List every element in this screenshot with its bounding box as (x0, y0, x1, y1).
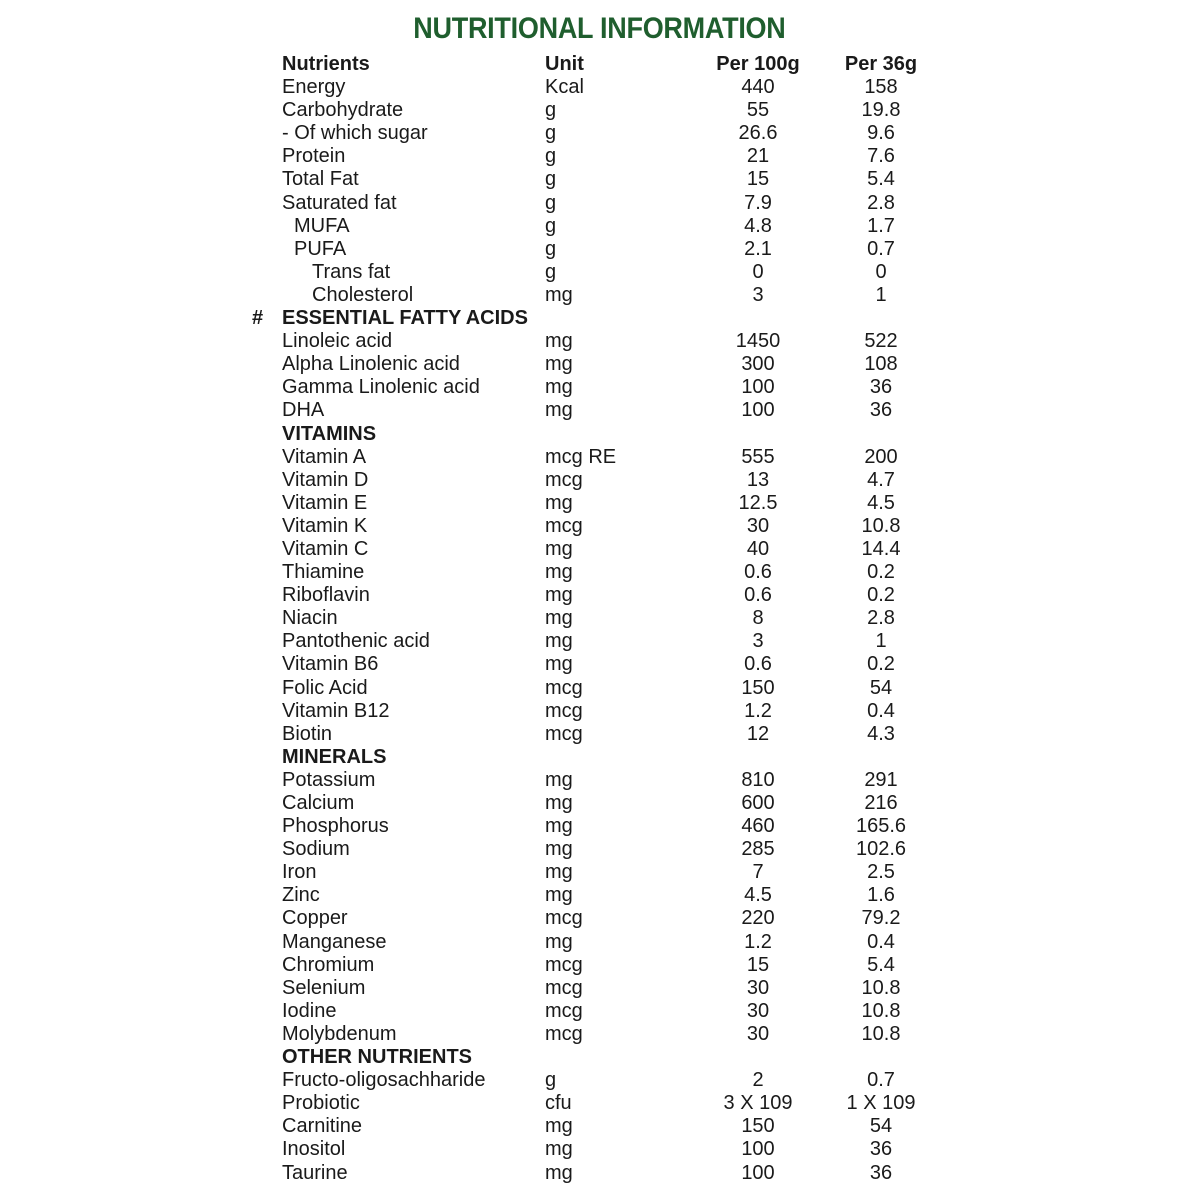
nutrient-name: Selenium (282, 976, 366, 999)
nutrient-name: Inositol (282, 1138, 346, 1161)
nutrient-name: Vitamin C (282, 537, 369, 560)
nutrient-name: MUFA (294, 214, 350, 237)
nutrient-unit: g (545, 191, 557, 214)
nutrient-unit: mcg (545, 676, 583, 699)
nutrient-unit: g (545, 237, 557, 260)
nutrient-unit: mg (545, 1138, 573, 1161)
nutrient-name: PUFA (294, 237, 347, 260)
nutrient-unit: Kcal (545, 76, 584, 99)
nutrient-unit: g (545, 1069, 557, 1092)
value-per-100g: 100 (741, 399, 775, 422)
nutrient-name: Energy (282, 76, 346, 99)
table-row (0, 538, 1200, 561)
nutrient-unit: g (545, 214, 557, 237)
value-per-100g: 0.6 (744, 561, 772, 584)
nutrient-unit: mg (545, 283, 573, 306)
value-per-100g: 460 (741, 815, 775, 838)
nutrient-name: Thiamine (282, 561, 365, 584)
value-per-100g: 100 (741, 376, 775, 399)
value-per-36g: 10.8 (861, 976, 901, 999)
nutrient-name: Riboflavin (282, 584, 370, 607)
value-per-36g: 2.8 (867, 607, 895, 630)
value-per-36g: 0.4 (867, 699, 895, 722)
nutrient-unit: mg (545, 537, 573, 560)
value-per-100g: 810 (741, 768, 775, 791)
value-per-100g: 7.9 (744, 191, 772, 214)
nutrient-name: Folic Acid (282, 676, 368, 699)
table-row (0, 792, 1200, 815)
column-header-nutrients: Nutrients (282, 53, 370, 75)
nutrient-unit: mg (545, 561, 573, 584)
table-row (0, 284, 1200, 307)
nutrient-name: Calcium (282, 792, 355, 814)
value-per-36g: 1 (875, 630, 887, 653)
nutrient-unit: g (545, 145, 557, 168)
value-per-36g: 1 X 109 (846, 1092, 916, 1115)
section-title: VITAMINS (282, 422, 377, 445)
nutrient-unit: mg (545, 815, 573, 838)
value-per-36g: 1.6 (867, 884, 895, 907)
value-per-100g: 600 (741, 792, 775, 814)
value-per-36g: 158 (864, 76, 898, 99)
value-per-100g: 1450 (735, 330, 781, 353)
value-per-36g: 4.7 (867, 468, 895, 491)
nutrient-unit: mcg (545, 468, 583, 491)
nutrient-unit: mg (545, 792, 573, 814)
value-per-100g: 4.5 (744, 884, 772, 907)
value-per-100g: 55 (746, 99, 770, 122)
value-per-36g: 36 (869, 1138, 893, 1161)
value-per-36g: 0.2 (867, 584, 895, 607)
table-row (0, 469, 1200, 492)
value-per-36g: 10.8 (861, 999, 901, 1022)
nutrient-unit: g (545, 122, 557, 145)
table-row (0, 815, 1200, 838)
table-row (0, 723, 1200, 746)
value-per-100g: 100 (741, 1138, 775, 1161)
nutrient-name: Alpha Linolenic acid (282, 353, 460, 376)
value-per-36g: 0.2 (867, 653, 895, 676)
nutrient-name: Molybdenum (282, 1022, 397, 1045)
value-per-36g: 0.2 (867, 561, 895, 584)
nutrient-name: Protein (282, 145, 346, 168)
nutrient-unit: mcg (545, 699, 583, 722)
nutrient-unit: mg (545, 653, 573, 676)
value-per-36g: 36 (869, 1161, 893, 1184)
value-per-36g: 10.8 (861, 514, 901, 537)
value-per-100g: 3 X 109 (723, 1092, 793, 1115)
value-per-100g: 30 (746, 514, 770, 537)
nutrient-name: Zinc (282, 884, 320, 907)
section-title: ESSENTIAL FATTY ACIDS (282, 307, 528, 330)
table-row (0, 954, 1200, 977)
value-per-100g: 440 (741, 76, 775, 99)
nutrient-name: Carbohydrate (282, 99, 404, 122)
nutrient-unit: mcg (545, 999, 583, 1022)
value-per-100g: 30 (746, 976, 770, 999)
value-per-36g: 36 (869, 376, 893, 399)
section-header-row (0, 307, 1200, 330)
value-per-100g: 3 (752, 630, 764, 653)
table-row (0, 1023, 1200, 1046)
nutrient-unit: mg (545, 330, 573, 353)
table-row (0, 584, 1200, 607)
table-row (0, 907, 1200, 930)
table-row (0, 931, 1200, 954)
value-per-100g: 1.2 (744, 699, 772, 722)
nutrient-unit: mcg (545, 1022, 583, 1045)
value-per-100g: 1.2 (744, 930, 772, 953)
value-per-100g: 12 (746, 722, 770, 745)
table-row (0, 145, 1200, 168)
table-row (0, 215, 1200, 238)
nutrient-name: Vitamin K (282, 514, 368, 537)
nutrient-name: Copper (282, 907, 348, 930)
nutrient-unit: mg (545, 491, 573, 514)
value-per-100g: 12.5 (738, 491, 778, 514)
nutrient-name: Total Fat (282, 168, 359, 191)
table-row (0, 607, 1200, 630)
value-per-36g: 7.6 (867, 145, 895, 168)
value-per-36g: 10.8 (861, 1022, 901, 1045)
value-per-100g: 7 (752, 861, 764, 884)
nutrient-unit: mg (545, 376, 573, 399)
value-per-100g: 300 (741, 353, 775, 376)
nutrient-unit: mg (545, 607, 573, 630)
value-per-100g: 40 (746, 537, 770, 560)
nutrient-unit: mg (545, 630, 573, 653)
table-row (0, 261, 1200, 284)
value-per-100g: 26.6 (738, 122, 778, 145)
value-per-100g: 0.6 (744, 653, 772, 676)
table-row (0, 99, 1200, 122)
section-header-row (0, 1046, 1200, 1069)
value-per-36g: 1.7 (867, 214, 895, 237)
nutrient-name: Trans fat (312, 260, 391, 283)
table-row (0, 376, 1200, 399)
page-title: NUTRITIONAL INFORMATION (413, 12, 786, 45)
table-row (0, 1138, 1200, 1161)
value-per-36g: 19.8 (861, 99, 901, 122)
value-per-36g: 5.4 (867, 168, 895, 191)
nutrient-unit: mg (545, 1115, 573, 1138)
nutrient-name: DHA (282, 399, 325, 422)
nutrient-unit: g (545, 99, 557, 122)
nutrient-unit: mg (545, 838, 573, 861)
nutrient-name: Pantothenic acid (282, 630, 430, 653)
table-row (0, 76, 1200, 99)
nutrient-unit: mcg (545, 514, 583, 537)
nutrient-unit: mg (545, 768, 573, 791)
nutrient-name: Cholesterol (312, 283, 414, 306)
nutrient-unit: mcg (545, 722, 583, 745)
value-per-100g: 8 (752, 607, 764, 630)
value-per-100g: 4.8 (744, 214, 772, 237)
value-per-36g: 9.6 (867, 122, 895, 145)
nutrient-name: Potassium (282, 768, 376, 791)
value-per-36g: 200 (864, 445, 898, 468)
value-per-100g: 2 (752, 1069, 764, 1092)
value-per-36g: 108 (864, 353, 898, 376)
table-row (0, 515, 1200, 538)
nutrient-name: Saturated fat (282, 191, 397, 214)
nutrient-unit: mg (545, 353, 573, 376)
value-per-36g: 4.5 (867, 491, 895, 514)
value-per-36g: 54 (869, 1115, 893, 1138)
section-header-row (0, 746, 1200, 769)
table-row (0, 653, 1200, 676)
table-row (0, 977, 1200, 1000)
value-per-36g: 165.6 (855, 815, 907, 838)
nutrient-name: Linoleic acid (282, 330, 393, 353)
value-per-100g: 15 (746, 953, 770, 976)
table-body (0, 76, 1200, 1185)
value-per-36g: 102.6 (855, 838, 907, 861)
value-per-100g: 285 (741, 838, 775, 861)
table-row (0, 838, 1200, 861)
nutrient-unit: mg (545, 399, 573, 422)
value-per-100g: 100 (741, 1161, 775, 1184)
nutrient-name: - Of which sugar (282, 122, 428, 145)
nutrient-unit: mg (545, 584, 573, 607)
nutrient-name: Vitamin A (282, 445, 367, 468)
nutrient-unit: mg (545, 1161, 573, 1184)
value-per-36g: 0.4 (867, 930, 895, 953)
value-per-36g: 2.8 (867, 191, 895, 214)
value-per-36g: 216 (864, 792, 898, 814)
value-per-36g: 1 (875, 283, 887, 306)
column-header-per-36g: Per 36g (844, 53, 918, 75)
nutrient-unit: mg (545, 861, 573, 884)
section-header-row (0, 423, 1200, 446)
nutrient-name: Iron (282, 861, 317, 884)
value-per-100g: 21 (746, 145, 770, 168)
value-per-100g: 150 (741, 1115, 775, 1138)
nutrient-name: Taurine (282, 1161, 348, 1184)
nutrient-name: Probiotic (282, 1092, 360, 1115)
nutrient-name: Vitamin D (282, 468, 369, 491)
nutrient-unit: g (545, 260, 557, 283)
value-per-36g: 2.5 (867, 861, 895, 884)
nutrient-unit: mcg (545, 907, 583, 930)
nutrient-name: Chromium (282, 953, 375, 976)
value-per-36g: 79.2 (861, 907, 901, 930)
nutrient-name: Manganese (282, 930, 387, 953)
column-header-unit: Unit (545, 53, 584, 75)
table-row (0, 353, 1200, 376)
value-per-100g: 15 (746, 168, 770, 191)
nutrient-name: Fructo-oligosachharide (282, 1069, 486, 1092)
value-per-36g: 54 (869, 676, 893, 699)
value-per-36g: 14.4 (861, 537, 901, 560)
value-per-36g: 522 (864, 330, 898, 353)
table-row (0, 122, 1200, 145)
nutrient-name: Vitamin B12 (282, 699, 390, 722)
nutrient-unit: mcg (545, 953, 583, 976)
table-row (0, 192, 1200, 215)
table-row (0, 1069, 1200, 1092)
value-per-100g: 3 (752, 283, 764, 306)
table-row (0, 399, 1200, 422)
value-per-36g: 291 (864, 768, 898, 791)
nutrient-name: Phosphorus (282, 815, 389, 838)
table-row (0, 769, 1200, 792)
column-header-per-100g: Per 100g (716, 53, 800, 75)
nutrient-unit: mcg RE (545, 445, 617, 468)
table-row (0, 1092, 1200, 1115)
value-per-100g: 30 (746, 999, 770, 1022)
value-per-36g: 0 (875, 260, 887, 283)
table-row (0, 884, 1200, 907)
table-row (0, 1115, 1200, 1138)
table-row (0, 238, 1200, 261)
table-row (0, 1162, 1200, 1185)
table-row (0, 630, 1200, 653)
nutrient-name: Carnitine (282, 1115, 363, 1138)
value-per-36g: 4.3 (867, 722, 895, 745)
value-per-36g: 36 (869, 399, 893, 422)
nutrient-unit: g (545, 168, 557, 191)
table-header-row (0, 53, 1200, 76)
section-title: MINERALS (282, 745, 387, 768)
value-per-100g: 2.1 (744, 237, 772, 260)
nutrient-unit: mg (545, 930, 573, 953)
table-row (0, 700, 1200, 723)
table-row (0, 561, 1200, 584)
table-row (0, 168, 1200, 191)
nutrient-name: Vitamin B6 (282, 653, 379, 676)
value-per-100g: 220 (741, 907, 775, 930)
nutrient-unit: cfu (545, 1092, 572, 1115)
value-per-100g: 555 (741, 445, 775, 468)
nutrient-name: Gamma Linolenic acid (282, 376, 480, 399)
value-per-36g: 0.7 (867, 1069, 895, 1092)
table-row (0, 861, 1200, 884)
nutrient-name: Sodium (282, 838, 350, 861)
nutrient-name: Niacin (282, 607, 338, 630)
value-per-100g: 0 (752, 260, 764, 283)
value-per-100g: 150 (741, 676, 775, 699)
table-row (0, 446, 1200, 469)
nutrient-unit: mcg (545, 976, 583, 999)
nutrient-name: Vitamin E (282, 491, 368, 514)
value-per-36g: 5.4 (867, 953, 895, 976)
value-per-100g: 13 (746, 468, 770, 491)
section-marker: # (252, 307, 264, 330)
table-row (0, 677, 1200, 700)
table-row (0, 1000, 1200, 1023)
nutrient-unit: mg (545, 884, 573, 907)
value-per-36g: 0.7 (867, 237, 895, 260)
nutrient-name: Iodine (282, 999, 337, 1022)
table-row (0, 492, 1200, 515)
section-title: OTHER NUTRIENTS (282, 1046, 472, 1069)
nutrition-table (0, 53, 1200, 1185)
value-per-100g: 0.6 (744, 584, 772, 607)
nutrient-name: Biotin (282, 722, 333, 745)
value-per-100g: 30 (746, 1022, 770, 1045)
table-row (0, 330, 1200, 353)
